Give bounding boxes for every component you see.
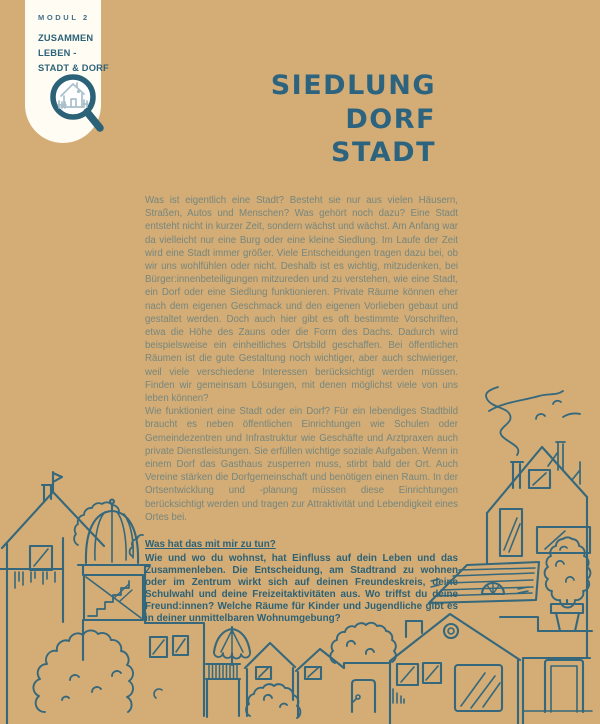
tower-house	[0, 472, 104, 724]
big-bush	[33, 630, 133, 712]
page-title-line-3: STADT	[331, 137, 436, 168]
front-bush	[246, 684, 300, 718]
potted-tree	[545, 537, 591, 631]
body-copy	[145, 194, 458, 625]
section-heading: Was hat das mit mir zu tun?	[145, 539, 276, 551]
badge-title-line-1: ZUSAMMEN	[38, 33, 94, 43]
magnifier-house-icon	[37, 60, 112, 140]
row-houses	[245, 643, 404, 716]
bush-behind-houses	[330, 623, 395, 663]
parasol-balcony	[206, 627, 250, 717]
tall-corner-house	[487, 442, 592, 724]
intro-paragraph-2: Wie funktioniert eine Stadt oder ein Dorf? Für ein lebendiges Stadtbild braucht es neben öffentlichen Einrichtungen wie Schulen oder Gemeindezentren und Infrastruktur wie Geschäfte und Arztpraxen auch private Dienstleistungen. Sie erfüllen wichtige soziale Aufgaben. Wenn in einem Dorf das Gasthaus zusperren muss, stirbt bald der Ort. Auch Vereine stärken die Dorfgemeinschaft und benötigen einen Raum. In der Ortsentwicklung und -planung müssen diese Einrichtungen berücksichtigt werden und tragen zur Attraktivität und Lebendigkeit eines Ortes bei.	[145, 406, 458, 523]
page-title-line-1: SIEDLUNG	[270, 70, 436, 101]
intro-paragraph-1: Was ist eigentlich eine Stadt? Besteht sie nur aus vielen Häusern, Straßen, Autos und Menschen? Was gehört noch dazu? Eine Stadt entsteht nicht in kurzer Zeit, sondern wächst und wächst. Am Anfang war da vielleicht nur eine Burg oder eine kleine Siedlung. Im Laufe der Zeit wird eine Stadt immer größer. Viele Entscheidungen tragen dazu bei, ob wir uns wohlfühlen oder nicht. Deshalb ist es wichtig, mitzudenken, bei Bürger:innenbeteiligungen mitzureden und zu verstehen, wie eine Stadt, ein Dorf oder eine Siedlung funktionieren. Private Räume können eher nach dem eigenen Geschmack und den eigenen Vorlieben gebaut und gestaltet werden. Doch auch hier gibt es oft bestimmte Vorschriften, etwa die Höhe des Zauns oder die Form des Dachs. Dadurch wird beispielsweise ein einheitliches Ortsbild geschaffen. Bei öffentlichen Räumen ist die gute Gestaltung noch wichtiger, aber auch schwieriger, weil viele verschiedene Interessen berücksichtigt werden müssen. Finden wir gemeinsam Lösungen, mit denen möglichst viele von uns leben können?	[145, 195, 458, 405]
badge-title-line-2: LEBEN -	[38, 48, 77, 58]
personal-paragraph: Wie und wo du wohnst, hat Einfluss auf dein Leben und das Zusammenleben. Die Entscheidung, am Stadtrand zu wohnen oder im Zentrum wirkt sich auf deinen Freundeskreis, deine Schulwahl und deine Freizeitaktivitäten aus. Wo triffst du deine Freund:innen? Welche Räume für Kinder und Jugendliche gibt es in deiner unmittelbaren Wohnumgebung?	[145, 553, 458, 625]
chimney-smoke	[486, 387, 580, 455]
module-label: MODUL 2	[38, 13, 90, 22]
page-title-line-2: DORF	[345, 103, 436, 135]
badge-title-line-3: STADT & DORF	[38, 63, 109, 73]
middle-gable-house	[390, 614, 520, 724]
page-title	[271, 69, 436, 170]
